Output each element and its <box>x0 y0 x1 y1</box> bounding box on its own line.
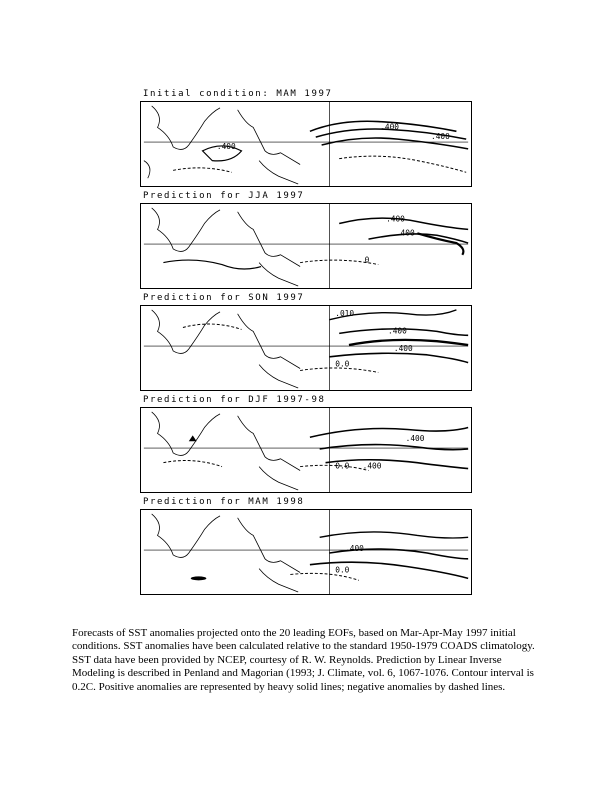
map-4-grid <box>144 408 468 492</box>
sst-map-5 <box>140 509 472 595</box>
map-1-svg <box>141 102 471 186</box>
panel-title-1: Initial condition: MAM 1997 <box>143 89 333 99</box>
map-2-coast <box>152 208 300 286</box>
map-4-coast <box>152 412 300 490</box>
contour-label: .400 <box>388 326 407 336</box>
map-1-grid <box>144 102 468 186</box>
contour-label: .400 <box>431 132 450 142</box>
sst-map-3 <box>140 305 472 391</box>
contour-label: .400 <box>345 544 364 554</box>
map-3-contours <box>183 310 468 373</box>
sst-map-2 <box>140 203 472 289</box>
blob-marker <box>191 576 207 580</box>
contour-label: 0.0 <box>335 359 350 369</box>
panel-title-5: Prediction for MAM 1998 <box>143 497 305 507</box>
panel-title-2: Prediction for JJA 1997 <box>143 191 305 201</box>
contour-label: .400 <box>386 214 405 224</box>
contour-label: -.400 <box>212 141 236 151</box>
sst-map-1 <box>140 101 472 187</box>
map-2-contours <box>163 218 468 269</box>
contour-label: .400 <box>362 461 382 471</box>
map-3-svg <box>141 306 471 390</box>
sst-map-4 <box>140 407 472 493</box>
map-3-coast <box>152 310 300 388</box>
figure-caption: Forecasts of SST anomalies projected onto the 20 leading EOFs, based on Mar-Apr-May 1997 initial conditions. SST anomalies have been calculated relative to the standard 1950-1979 COADS climatology. SST data have been provided by NCEP, courtesy of R. W. Reynolds. Prediction by Linear Inverse Modeling is described in Penland and Magorian (1993; J. Climate, vol. 6, 1067-1076. Contour interval is 0.2C. Positive anomalies are represented by heavy solid lines; negative anomalies by dashed lines. <box>72 627 535 693</box>
panel-title-4: Prediction for DJF 1997-98 <box>143 395 326 405</box>
map-5-contours <box>290 532 468 580</box>
map-2-grid <box>144 204 468 288</box>
map-3-grid <box>144 306 468 390</box>
contour-label: 0 <box>364 255 370 265</box>
map-4-svg <box>141 408 471 492</box>
map-2-svg <box>141 204 471 288</box>
contour-label: .400 <box>393 343 413 353</box>
contour-label: 0.0 <box>335 565 350 575</box>
contour-label: .400 <box>395 228 415 238</box>
map-5-coast <box>152 514 300 592</box>
map-5-svg <box>141 510 471 594</box>
panel-title-3: Prediction for SON 1997 <box>143 293 305 303</box>
contour-label: .400 <box>405 434 425 444</box>
contour-label: .400 <box>380 122 400 132</box>
contour-label: 0.0 <box>335 461 350 471</box>
triangle-marker <box>189 435 197 441</box>
contour-label: .010 <box>335 308 355 318</box>
